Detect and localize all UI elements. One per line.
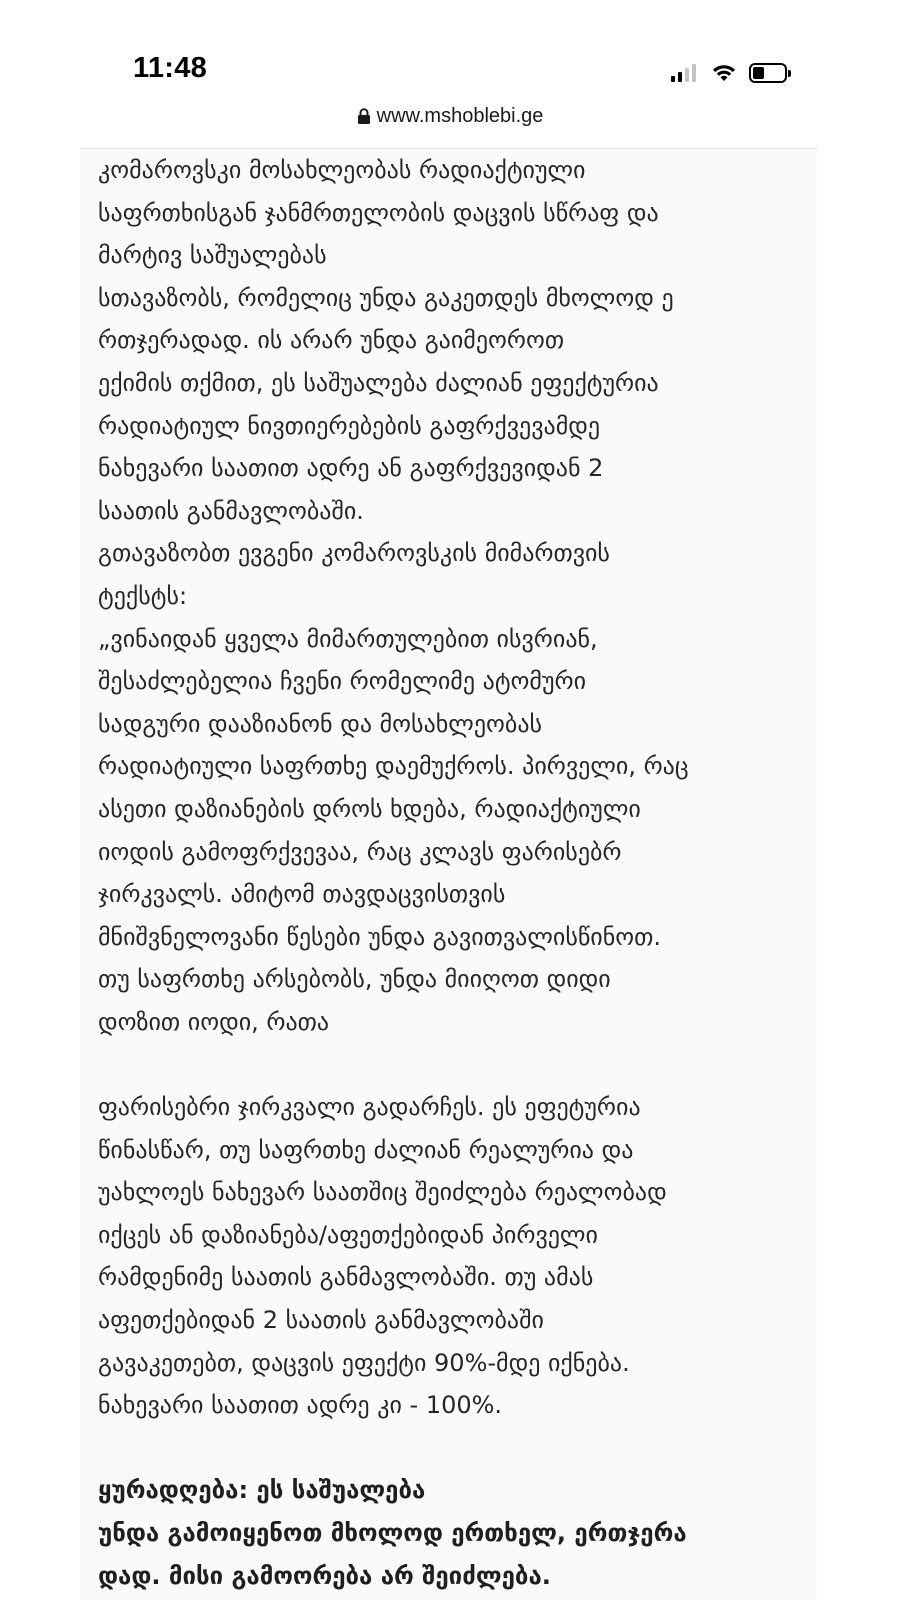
text-line: რადიატიულ ნივთიერებების გაფრქვევამდე	[98, 411, 601, 440]
text-line: წინასწარ, თუ საფრთხე ძალიან რეალურია და	[98, 1135, 634, 1164]
text-line: რამდენიმე საათის განმავლობაში. თუ ამას	[98, 1263, 594, 1292]
text-line: უნდა გამოიყენოთ მხოლოდ ერთხელ, ერთჯერა	[98, 1519, 687, 1547]
text-line: ასეთი დაზიანების დროს ხდება, რადიაქტიული	[98, 794, 641, 823]
address-bar[interactable]	[0, 96, 900, 148]
battery-icon	[749, 63, 787, 83]
text-line: იოდის გამოფრქვევაა, რაც კლავს ფარისებრ	[98, 837, 622, 866]
text-line: ფარისებრი ჯირკვალი გადარჩეს. ეს ეფეტურია	[98, 1093, 641, 1122]
warning-paragraph	[98, 1469, 813, 1597]
text-line: გავაკეთებთ, დაცვის ეფექტი 90%-მდე იქნება.	[98, 1348, 630, 1377]
text-line: მნიშვნელოვანი წესები უნდა გავითვალისწინოთ.	[98, 922, 661, 951]
text-line: ჯირკვალს. ამიტომ თავდაცვისთვის	[98, 880, 506, 909]
article-paragraph-2	[98, 1086, 813, 1427]
text-line: საათის განმავლობაში.	[98, 496, 364, 525]
text-line: უახლოეს ნახევარ საათშიც შეიძლება რეალობად	[98, 1178, 667, 1207]
text-line: ექიმის თქმით, ეს საშუალება ძალიან ეფექტურია	[98, 368, 659, 397]
text-line: ნახევარი საათით ადრე ან გაფრქვევიდან 2	[98, 454, 604, 483]
text-line: რადიატიული საფრთხე დაემუქროს. პირველი, რაც	[98, 752, 689, 781]
text-line: ყურადღება: ეს საშუალება	[98, 1476, 426, 1505]
article-paragraph-1	[98, 149, 813, 1043]
text-line: თუ საფრთხე არსებობს, უნდა მიიღოთ დიდი	[98, 965, 611, 994]
article-body	[98, 149, 813, 1597]
article-content	[80, 149, 817, 1600]
lock-icon	[357, 108, 371, 124]
cellular-signal-icon	[671, 64, 699, 82]
url-display[interactable]	[357, 105, 544, 128]
text-line: მარტივ საშუალებას	[98, 241, 327, 270]
status-icons	[671, 58, 787, 88]
text-line: შესაძლებელია ჩვენი რომელიმე ატომური	[98, 667, 587, 696]
text-line: იქცეს ან დაზიანება/აფეთქებიდან პირველი	[98, 1220, 598, 1249]
text-line: რთჯერადად. ის არარ უნდა გაიმეოროთ	[98, 326, 565, 355]
text-line: ტექსტს:	[98, 581, 188, 610]
text-line: დოზით იოდი, რათა	[98, 1007, 330, 1036]
text-line: „ვინაიდან ყველა მიმართულებით ისვრიან,	[98, 624, 598, 653]
text-line: ნახევარი საათით ადრე კი - 100%.	[98, 1391, 503, 1420]
wifi-icon	[711, 63, 737, 83]
text-line: დად. მისი გამოორება არ შეიძლება.	[98, 1561, 551, 1590]
status-time: 11:48	[133, 52, 208, 84]
text-line: სთავაზობს, რომელიც უნდა გაკეთდეს მხოლოდ ე	[98, 283, 674, 312]
text-line: გთავაზობთ ევგენი კომაროვსკის მიმართვის	[98, 539, 610, 568]
text-line: სადგური დააზიანონ და მოსახლეობას	[98, 709, 543, 738]
text-line: კომაროვსკი მოსახლეობას რადიაქტიული	[98, 156, 586, 184]
text-line: აფეთქებიდან 2 საათის განმავლობაში	[98, 1306, 544, 1335]
status-bar	[0, 0, 900, 96]
text-line: საფრთხისგან ჯანმრთელობის დაცვის სწრაფ და	[98, 198, 659, 227]
url-text: www.mshoblebi.ge	[376, 104, 544, 127]
